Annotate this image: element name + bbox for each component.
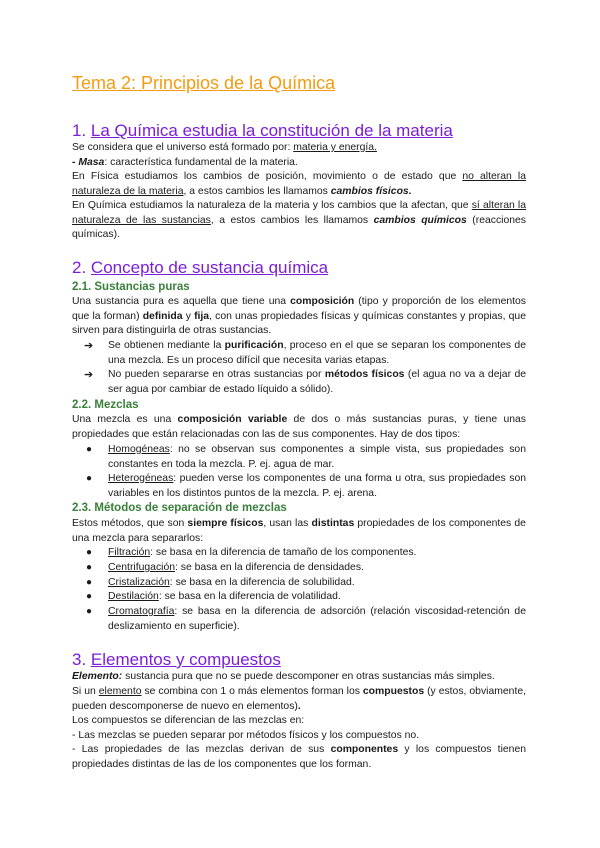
s1-para-physics: En Física estudiamos los cambios de posición, movimiento o de estado que no alteran la naturaleza de la materia, a estos cambios les llamamos cambios físicos. bbox=[72, 171, 526, 197]
section-1-title: La Química estudia la constitución de la materia bbox=[90, 121, 453, 140]
s3-line-properties: - Las propiedades de las mezclas derivan de sus componentes y los compuestos tienen propiedades distintas de las de los componentes que los forman. bbox=[72, 744, 526, 770]
bullet-icon: ● bbox=[86, 444, 93, 455]
section-3-title: Elementos y compuestos bbox=[90, 650, 281, 669]
subsection-2-3-heading: 2.3. Métodos de separación de mezclas bbox=[72, 502, 287, 514]
s23-bullet-crystallization: ● Cristalización: se basa en la diferencia de solubilidad. bbox=[108, 576, 526, 591]
s1-line-universe: Se considera que el universo está formado por: materia y energía. bbox=[72, 142, 377, 153]
arrow-icon: ➔ bbox=[84, 369, 94, 381]
s1-para-chemistry: En Química estudiamos la naturaleza de la materia y los cambios que la afectan, que sí alteran la naturaleza de las sustancias, a estos cambios les llamamos cambios químicos (reacciones químicas). bbox=[72, 200, 526, 241]
bullet-icon: ● bbox=[86, 547, 93, 558]
s21-arrow-item-2: ➔ No pueden separarse en otras sustancias por métodos físicos (el agua no va a dejar de ser agua por cambiar de estado líquido a sólido). bbox=[84, 369, 527, 395]
s3-element-def: Elemento: sustancia pura que no se puede descomponer en otras sustancias más simples. bbox=[72, 671, 495, 682]
s22-para: Una mezcla es una composición variable de dos o más sustancias puras, y tiene unas propiedades que están relacionadas con las de sus componentes. Hay de dos tipos: bbox=[72, 414, 526, 440]
section-3-number: 3. bbox=[72, 650, 87, 669]
s3-line-mixtures: - Las mezclas se pueden separar por métodos físicos y los compuestos no. bbox=[72, 730, 420, 741]
s21-para: Una sustancia pura es aquella que tiene una composición (tipo y proporción de los elementos que la forman) definida y fija, con unas propiedades físicas y químicas constantes y propias, que sirven para distinguirla de otras sustancias. bbox=[72, 296, 527, 337]
section-2-number: 2. bbox=[72, 258, 87, 277]
subsection-2-2-heading: 2.2. Mezclas bbox=[72, 399, 139, 411]
page-title: Tema 2: Principios de la Química bbox=[72, 73, 336, 93]
s1-line-mass: - Masa: característica fundamental de la materia. bbox=[72, 157, 298, 168]
section-2-title: Concepto de sustancia química bbox=[90, 258, 329, 277]
subsection-2-1-heading: 2.1. Sustancias puras bbox=[72, 281, 190, 293]
section-1-number: 1. bbox=[72, 121, 87, 140]
bullet-icon: ● bbox=[86, 577, 93, 588]
section-2-heading bbox=[72, 258, 328, 278]
s3-compounds-para: Si un elemento se combina con 1 o más elementos forman los compuestos (y estos, obviamente, pueden descomponerse de nuevo en elementos). bbox=[72, 686, 526, 712]
s21-arrow-item-1: ➔ Se obtienen mediante la purificación, proceso en el que se separan los componentes de una mezcla. Es un proceso difícil que necesita varias etapas. bbox=[84, 340, 526, 366]
s23-bullet-filtration: ● Filtración: se basa en la diferencia de tamaño de los componentes. bbox=[108, 546, 526, 561]
s3-line-differ: Los compuestos se diferencian de las mezclas en: bbox=[72, 715, 305, 726]
bullet-icon: ● bbox=[86, 473, 93, 484]
bullet-icon: ● bbox=[86, 591, 93, 602]
arrow-icon: ➔ bbox=[84, 340, 94, 352]
bullet-icon: ● bbox=[86, 606, 93, 617]
s22-bullet-2: ● Heterogéneas: pueden verse los componentes de una forma u otra, sus propiedades son variables en los distintos puntos de la mezcla. P. ej. arena. bbox=[86, 473, 526, 499]
s23-bullet-distillation: ● Destilación: se basa en la diferencia de volatilidad. bbox=[108, 590, 526, 605]
section-3-heading bbox=[72, 650, 281, 670]
s23-bullet-centrifugation: ● Centrifugación: se basa en la diferencia de densidades. bbox=[108, 561, 526, 576]
s23-bullet-chromatography: ● Cromatografía: se basa en la diferencia de adsorción (relación viscosidad-retención de deslizamiento en superficie). bbox=[86, 606, 526, 632]
section-1-heading bbox=[72, 121, 453, 141]
s23-para: Estos métodos, que son siempre físicos, usan las distintas propiedades de los componentes de una mezcla para separarlos: bbox=[72, 518, 526, 544]
s22-bullet-1: ● Homogéneas: no se observan sus componentes a simple vista, sus propiedades son constantes en toda la mezcla. P. ej. agua de mar. bbox=[86, 444, 526, 470]
bullet-icon: ● bbox=[86, 562, 93, 573]
